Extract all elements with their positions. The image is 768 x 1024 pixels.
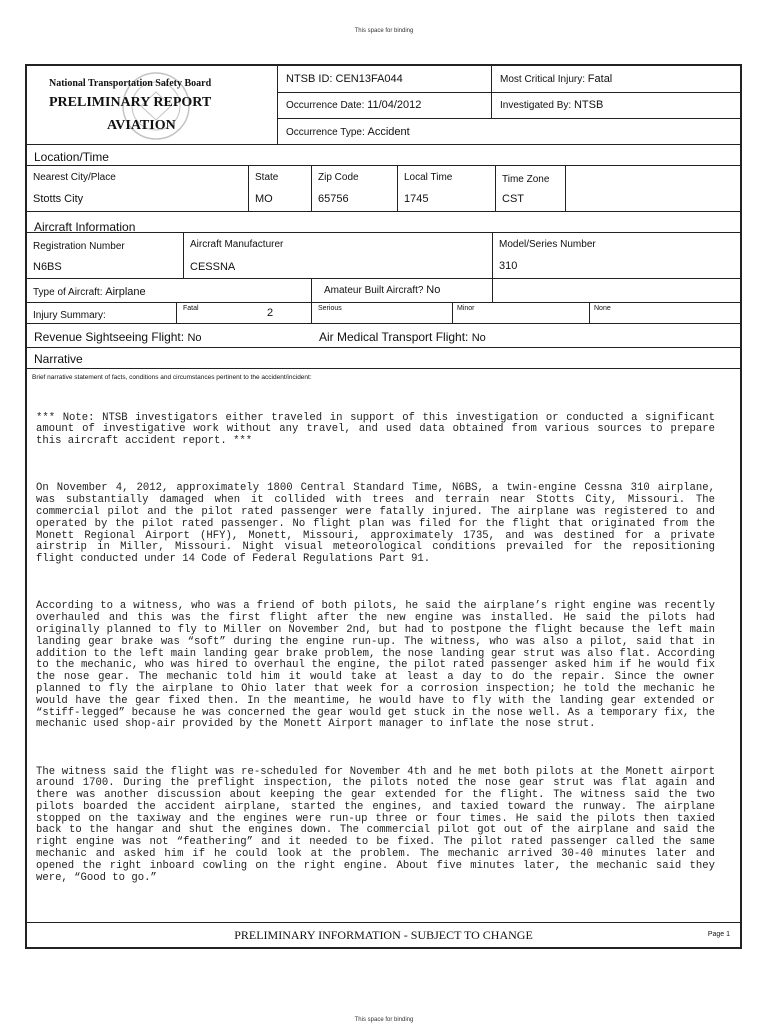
manufacturer-label: Aircraft Manufacturer [190,239,284,250]
sightseeing-field: Revenue Sightseeing Flight: No [34,330,202,344]
occurrence-type-field: Occurrence Type: Accident [286,126,410,138]
flight-type-row [27,324,740,348]
zip-value: 65756 [318,193,349,205]
narrative-caption: Brief narrative statement of facts, conditions and circumstances pertinent to the accident/incident: [32,374,312,381]
narrative-paragraph: On November 4, 2012, approximately 1800 Central Standard Time, N6BS, a twin-engine Cessna 310 airplane, was substantially damaged when it collided with trees and terrain near Stotts City, Missouri. The commercial pilot and the pilot rated passenger were fatally injured. The airplane was registered to and operated by the pilot rated passenger. No flight plan was filed for the flight that originated from the Monett Regional Airport (HFY), Monett, Missouri, approximately 1735, and was destined for a private airstrip in Miller, Missouri. Night visual meteorological conditions prevailed for the repositioning flight conducted under 14 Code of Federal Regulations Part 91. [36,482,715,566]
none-label: None [594,305,611,312]
model-cell [492,233,740,278]
fatal-label: Fatal [183,305,199,312]
minor-cell [452,303,589,323]
ntsb-id-field: NTSB ID: CEN13FA044 [286,73,403,85]
aircraft-type-field: Type of Aircraft: Airplane [33,286,146,298]
model-label: Model/Series Number [499,239,596,250]
report-footer [27,923,740,947]
city-value: Stotts City [33,193,84,205]
amateur-built-cell [311,279,492,302]
report-form [25,64,742,949]
agency-name: National Transportation Safety Board [49,78,212,89]
location-section-title: Location/Time [34,150,109,164]
time-zone-label: Time Zone [502,174,550,185]
aircraft-section-header [27,212,740,233]
registration-label: Registration Number [33,241,125,252]
narrative-section-header [27,348,740,369]
aircraft-type-cell [27,279,311,302]
header-row-date [278,92,740,119]
manufacturer-value: CESSNA [190,261,236,273]
serious-cell [311,303,452,323]
injury-summary-label: Injury Summary: [33,310,106,321]
most-critical-injury-field: Most Critical Injury: Fatal [500,73,613,85]
header-row-id [278,66,740,93]
time-zone-value: CST [502,193,524,205]
header-fields [277,66,740,144]
serious-label: Serious [318,305,342,312]
model-value: 310 [499,260,518,272]
local-time-cell [397,166,495,211]
page-number: Page 1 [707,931,730,938]
local-time-label: Local Time [404,172,453,183]
most-critical-injury-cell [491,66,740,92]
aircraft-row [27,233,740,279]
occurrence-date-field: Occurrence Date: 11/04/2012 [286,99,422,111]
narrative-section-title: Narrative [34,352,83,366]
narrative-text [36,389,715,918]
injury-summary-label-cell [27,303,176,323]
air-medical-field: Air Medical Transport Flight: No [319,330,486,344]
zip-cell [311,166,397,211]
preliminary-notice: PRELIMINARY INFORMATION - SUBJECT TO CHANGE [234,928,533,942]
aircraft-section-title: Aircraft Information [34,220,136,234]
amateur-built-field: Amateur Built Aircraft? No [324,284,441,296]
registration-cell [27,233,183,278]
state-value: MO [255,193,273,205]
manufacturer-cell [183,233,492,278]
location-empty-cell [565,166,740,211]
fatal-cell [176,303,311,323]
state-label: State [255,172,279,183]
city-label: Nearest City/Place [33,172,116,183]
fatal-value: 2 [267,307,274,319]
zip-label: Zip Code [318,172,359,183]
investigated-by-field: Investigated By: NTSB [500,99,604,111]
report-header [27,66,740,145]
header-row-type [278,118,740,145]
city-cell [27,166,248,211]
header-logo-block [27,66,277,144]
narrative-paragraph: According to a witness, who was a friend of both pilots, he said the airplane’s right engine was recently overhauled and this was the first flight after the new engine was installed. He said the pilots had originally planned to fly to Miller on November 2nd, but had to postpone the flight because the left main landing gear brake was “soft” during the engine run-up. The witness, who was also a pilot, said that in addition to the left main landing gear brake problem, the nose landing gear strut was also flat. According to the mechanic, who was hired to overhaul the engine, the pilot rated passenger asked him if he would fix the nose gear. The mechanic told him it would take at least a day to do the repair. Since the owner planned to fly the airplane to Ohio later that week for a corrosion inspection; he told the mechanic he would have the gear fixed then. In the meantime, he would have to fly with the landing gear extended or “stiff-legged” because he was concerned the gear would get stuck in the nose well. As a temporary fix, the mechanic used shop-air provided by the Monett Airport manager to inflate the nose strut. [36,600,715,731]
none-cell [589,303,740,323]
report-subtitle: AVIATION [107,118,176,133]
binding-note-top: This space for binding [354,28,414,34]
report-title: PRELIMINARY REPORT [49,95,212,110]
injury-summary-row [27,303,740,324]
location-row [27,166,740,212]
aircraft-type-row [27,279,740,303]
investigated-by-cell [491,92,740,118]
local-time-value: 1745 [404,193,429,205]
registration-value: N6BS [33,261,62,273]
narrative-body [27,369,740,923]
minor-label: Minor [457,305,475,312]
location-section-header [27,145,740,166]
aircraft-type-empty-cell [492,279,740,302]
state-cell [248,166,311,211]
binding-note-bottom: This space for binding [354,1017,414,1023]
narrative-paragraph: *** Note: NTSB investigators either traveled in support of this investigation or conducted a significant amount of investigative work without any travel, and used data obtained from various sources to prepare this aircraft accident report. *** [36,411,715,448]
time-zone-cell [495,166,565,211]
narrative-paragraph: The witness said the flight was re-scheduled for November 4th and he met both pilots at the Monett airport around 1700. During the preflight inspection, the pilots noted the nose gear strut was flat again and there was another discussion about keeping the gear extended for the flight. The witness said the two pilots boarded the accident airplane, started the engines, and taxied toward the runway. The airplane stopped on the taxiway and the engines were run-up three or four times. He said the pilots then taxied back to the hangar and shut the engines down. The commercial pilot got out of the airplane and said the right engine was not “feathering” and it needed to be fixed. The pilot rated passenger called the same mechanic and asked him if he could look at the problem. The mechanic arrived 30-40 minutes later and opened the right inboard cowling on the right engine. About five minutes later, the mechanic said they were, “Good to go.” [36,765,715,884]
